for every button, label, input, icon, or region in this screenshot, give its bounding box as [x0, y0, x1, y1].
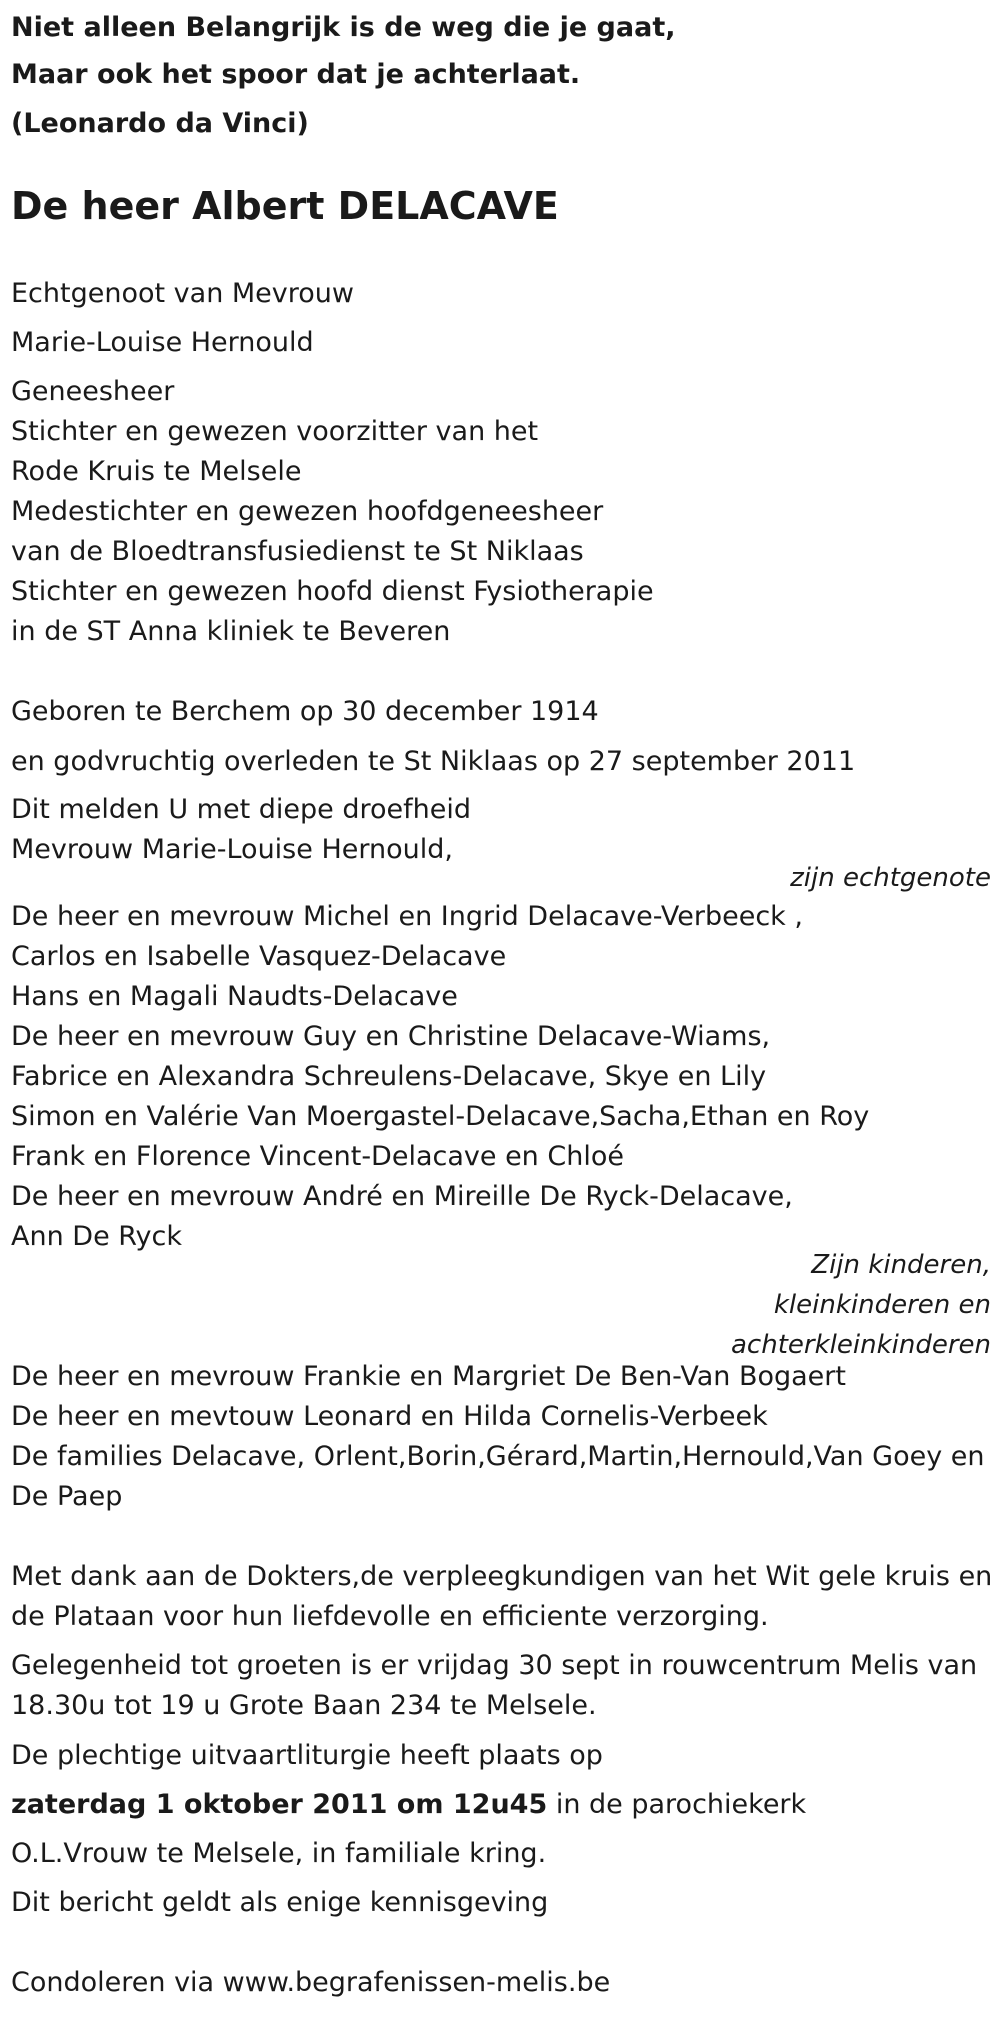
career-line: Rode Kruis te Melsele	[11, 456, 302, 487]
children-line: De heer en mevrouw André en Mireille De Ryck-Delacave,	[11, 1181, 793, 1212]
visitation-line: 18.30u tot 19 u Grote Baan 234 te Melsele.	[11, 1690, 597, 1721]
children-relation-line: Zijn kinderen,	[811, 1250, 991, 1280]
spouse-line-1: Echtgenoot van Mevrouw	[11, 278, 354, 309]
announcement-line-1: Dit melden U met diepe droefheid	[11, 794, 471, 825]
spouse-relation: zijn echtgenote	[790, 863, 991, 893]
funeral-date-line	[11, 1785, 806, 1825]
birth-date: Geboren te Berchem op 30 december 1914	[11, 696, 599, 727]
children-line: Carlos en Isabelle Vasquez-Delacave	[11, 941, 507, 972]
family-line: De heer en mevrouw Frankie en Margriet De Ben-Van Bogaert	[11, 1361, 846, 1392]
children-relation-line: achterkleinkinderen	[731, 1330, 991, 1360]
quote-author: (Leonardo da Vinci)	[11, 108, 309, 139]
thanks-line: Met dank aan de Dokters,de verpleegkundigen van het Wit gele kruis en	[11, 1561, 993, 1592]
family-line: De Paep	[11, 1481, 123, 1512]
career-line: in de ST Anna kliniek te Beveren	[11, 616, 451, 647]
funeral-line-1: De plechtige uitvaartliturgie heeft plaats op	[11, 1740, 603, 1771]
career-line: Stichter en gewezen hoofd dienst Fysiotherapie	[11, 576, 654, 607]
visitation-line: Gelegenheid tot groeten is er vrijdag 30 sept in rouwcentrum Melis van	[11, 1650, 978, 1681]
children-line: Fabrice en Alexandra Schreulens-Delacave, Skye en Lily	[11, 1061, 767, 1092]
funeral-date: zaterdag 1 oktober 2011 om 12u45	[11, 1789, 548, 1820]
notice-statement: Dit bericht geldt als enige kennisgeving	[11, 1887, 549, 1918]
children-line: De heer en mevrouw Michel en Ingrid Delacave-Verbeeck ,	[11, 901, 803, 932]
children-line: Frank en Florence Vincent-Delacave en Chloé	[11, 1141, 624, 1172]
deceased-name: De heer Albert DELACAVE	[11, 184, 559, 228]
spouse-line-2: Marie-Louise Hernould	[11, 327, 314, 358]
quote-line-1: Niet alleen Belangrijk is de weg die je gaat,	[11, 12, 676, 43]
children-line: Simon en Valérie Van Moergastel-Delacave,Sacha,Ethan en Roy	[11, 1101, 870, 1132]
children-line: Ann De Ryck	[11, 1221, 183, 1252]
career-line: Stichter en gewezen voorzitter van het	[11, 416, 539, 447]
career-line: Geneesheer	[11, 376, 175, 407]
career-line: Medestichter en gewezen hoofdgeneesheer	[11, 496, 604, 527]
funeral-church: O.L.Vrouw te Melsele, in familiale kring.	[11, 1838, 547, 1869]
thanks-line: de Plataan voor hun liefdevolle en efficiente verzorging.	[11, 1601, 769, 1632]
family-line: De families Delacave, Orlent,Borin,Gérard,Martin,Hernould,Van Goey en	[11, 1441, 985, 1472]
children-relation-line: kleinkinderen en	[773, 1290, 991, 1320]
children-line: Hans en Magali Naudts-Delacave	[11, 981, 458, 1012]
children-line: De heer en mevrouw Guy en Christine Delacave-Wiams,	[11, 1021, 771, 1052]
career-line: van de Bloedtransfusiedienst te St Niklaas	[11, 536, 584, 567]
condolences-link[interactable]: Condoleren via www.begrafenissen-melis.be	[11, 1967, 611, 1998]
announcement-line-2: Mevrouw Marie-Louise Hernould,	[11, 834, 453, 865]
funeral-location: in de parochiekerk	[547, 1789, 807, 1820]
family-line: De heer en mevtouw Leonard en Hilda Cornelis-Verbeek	[11, 1401, 768, 1432]
quote-line-2: Maar ook het spoor dat je achterlaat.	[11, 59, 581, 90]
death-date: en godvruchtig overleden te St Niklaas op 27 september 2011	[11, 746, 856, 777]
